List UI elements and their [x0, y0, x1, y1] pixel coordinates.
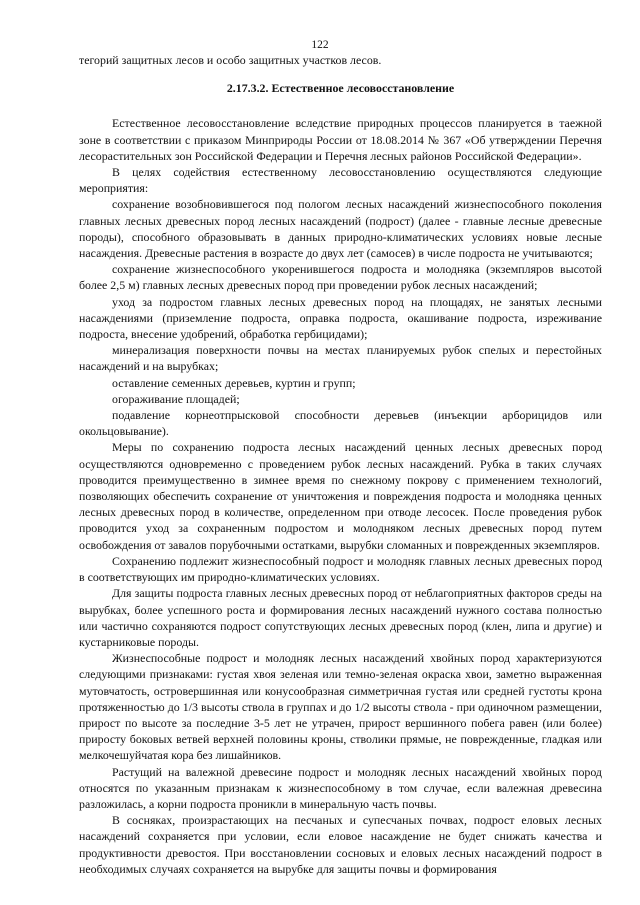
section-heading: 2.17.3.2. Естественное лесовосстановление [226, 81, 455, 96]
list-item: огораживание площадей; [112, 391, 240, 406]
paragraph: Для защиты подроста главных лесных древесных пород от неблагоприятных факторов среды на вырубках, более успешного роста и формирования лесных насаждений нужного состава полностью или частично сохраняются подрост сопутствующих лесных древесных пород (клен, липа и другие) и кустарниковые породы. [79, 586, 602, 649]
paragraph: Меры по сохранению подроста лесных насаждений ценных лесных древесных пород осуществляются одновременно с проведением рубок лесных насаждений. Рубка в таких случаях проводится преимущественно в зимнее время по снежному покрову с применением технологий, позволяющих обеспечить сохранение от уничтожения и повреждения подроста и молодняка ценных лесных древесных пород в количестве, определенном при отводе лесосек. После проведения рубок проводится уход за сохраненным подростом и молодняком лесных древесных пород путем освобождения от завалов порубочными остатками, вырубки сломанных и поврежденных экземпляров. [79, 440, 602, 552]
paragraph: Жизнеспособные подрост и молодняк лесных насаждений хвойных пород характеризуются следующими признаками: густая хвоя зеленая или темно-зеленая окраска хвои, заметно выраженная мутовчатость, островершинная или конусообразная симметричная густая или средней густоты крона протяженностью до 1/3 высоты ствола в группах и до 1/2 высоты ствола - при одиночном размещении, прирост по высоте за последние 3-5 лет не утрачен, прирост вершинного побега равен (или более) приросту боковых ветвей верхней половины кроны, стволики прямые, не поврежденные, гладкая или мелкочешуйчатая кора без лишайников. [79, 651, 602, 763]
paragraph: Естественное лесовосстановление вследствие природных процессов планируется в таежной зоне в соответствии с приказом Минприроды России от 18.08.2014 № 367 «Об утверждении Перечня лесорастительных зон Российской Федерации и Перечня лесных районов Российской Федерации». [79, 116, 602, 163]
list-item: оставление семенных деревьев, куртин и групп; [112, 375, 356, 390]
paragraph: В сосняках, произрастающих на песчаных и супесчаных почвах, подрост еловых лесных насаждений сохраняется при условии, если еловое насаждение не будет снижать качества и продуктивности древостоя. При восстановлении сосновых и еловых лесных насаждений подрост в необходимых случаях сохраняется на вырубке для защиты почвы и формирования [79, 813, 602, 876]
list-item: сохранение возобновившегося под пологом лесных насаждений жизнеспособного поколения главных лесных древесных пород лесных насаждений (подрост) (далее - главные лесные древесные породы), способного образовывать в данных природно-климатических условиях новые лесные насаждения. Древесные растения в возрасте до двух лет (самосев) в числе подроста не учитываются; [79, 197, 602, 261]
page-number: 122 [311, 39, 329, 51]
paragraph: Сохранению подлежит жизнеспособный подрост и молодняк главных лесных древесных пород в соответствующих им природно-климатических условиях. [79, 553, 602, 585]
list-item: сохранение жизнеспособного укоренившегося подроста и молодняка (экземпляров высотой более 2,5 м) главных лесных древесных пород при проведении рубок лесных насаждений; [79, 262, 602, 293]
page-content [79, 52, 602, 877]
paragraph: В целях содействия естественному лесовосстановлению осуществляются следующие мероприятия: [79, 165, 602, 196]
paragraph-continuation: тегорий защитных лесов и особо защитных участков лесов. [79, 53, 382, 67]
list-item: минерализация поверхности почвы на местах планируемых рубок спелых и перестойных насаждений и на вырубках; [79, 343, 602, 374]
list-item: подавление корнеотпрысковой способности деревьев (инъекции арборицидов или окольцовывание). [79, 408, 602, 439]
list-item: уход за подростом главных лесных древесных пород на площадях, не занятых лесными насаждениями (приземление подроста, оправка подроста, окашивание подроста, изреживание подроста, внесение удобрений, обработка гербицидами); [79, 294, 602, 342]
paragraph: Растущий на валежной древесине подрост и молодняк лесных насаждений хвойных пород относятся по указанным признакам к жизнеспособному в том случае, если валежная древесина разложилась, а корни подроста проникли в минеральную часть почвы. [79, 764, 602, 811]
